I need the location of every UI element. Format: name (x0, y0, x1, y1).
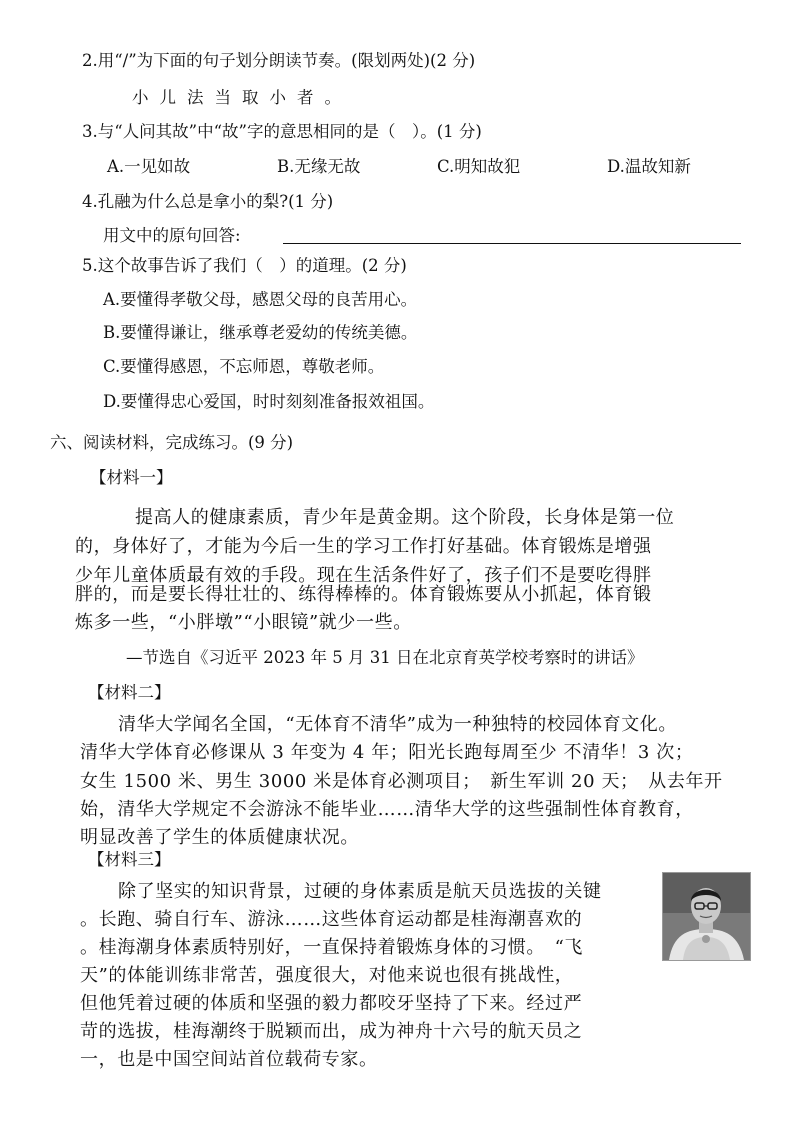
material-1-line-1: 提高人的健康素质，青少年是黄金期。这个阶段，长身体是第一位 (135, 507, 675, 528)
question-5-prompt: 5.这个故事告诉了我们（ ）的道理。(2 分) (82, 256, 407, 275)
material-1-line-2: 的，身体好了，才能为今后一生的学习工作打好基础。体育锻炼是增强 (75, 536, 652, 557)
material-3-line-3: 。桂海潮身体素质特别好，一直保持着锻炼身体的习惯。 “飞 (80, 937, 583, 958)
material-1-source: —节选自《习近平 2023 年 5 月 31 日在北京育英学校考察时的讲话》 (126, 648, 644, 667)
astronaut-photo (662, 872, 751, 961)
question-2-sentence: 小儿法当取小者。 (132, 88, 352, 107)
material-3-line-7: 一，也是中国空间站首位载荷专家。 (80, 1049, 378, 1070)
material-2-line-5: 明显改善了学生的体质健康状况。 (80, 827, 359, 848)
section-6-title: 六、阅读材料，完成练习。(9 分) (50, 433, 294, 452)
material-2-label: 【材料二】 (88, 683, 171, 702)
question-4-prompt: 4.孔融为什么总是拿小的梨?(1 分) (82, 192, 334, 211)
material-1-label: 【材料一】 (90, 468, 173, 487)
question-3-option-a: A.一见如故 (107, 157, 191, 176)
question-3-option-b: B.无缘无故 (277, 157, 361, 176)
material-2-line-4: 始，清华大学规定不会游泳不能毕业……清华大学的这些强制性体育教育， (80, 799, 694, 820)
question-5-option-b: B.要懂得谦让，继承尊老爱幼的传统美德。 (103, 323, 418, 342)
question-3-option-d: D.温故知新 (607, 157, 691, 176)
material-3-line-1: 除了坚实的知识背景，过硬的身体素质是航天员选拔的关键 (118, 881, 602, 902)
material-1-line-3: 少年儿童体质最有效的手段。现在生活条件好了，孩子们不是要吃得胖 (75, 565, 652, 586)
question-5-option-a: A.要懂得孝敬父母，感恩父母的良苦用心。 (103, 290, 418, 309)
question-4-answer-label: 用文中的原句回答: (103, 226, 241, 245)
material-3-line-4: 天”的体能训练非常苦，强度很大，对他来说也很有挑战性， (80, 965, 574, 986)
material-1-line-5: 炼多一些，“小胖墩”“小眼镜”就少一些。 (75, 612, 412, 633)
material-3-line-5: 但他凭着过硬的体质和坚强的毅力都咬牙坚持了下来。经过严 (80, 993, 583, 1014)
material-3-line-6: 苛的选拔，桂海潮终于脱颖而出，成为神舟十六号的航天员之 (80, 1021, 583, 1042)
question-2-prompt: 2.用“/”为下面的句子划分朗读节奏。(限划两处)(2 分) (82, 51, 476, 70)
material-1-line-4: 胖的，而是要长得壮壮的、练得棒棒的。体育锻炼要从小抓起，体育锻 (75, 584, 652, 605)
question-5-option-c: C.要懂得感恩，不忘师恩，尊敬老师。 (103, 357, 385, 376)
answer-blank-line[interactable] (283, 243, 741, 244)
material-2-line-3: 女生 1500 米、男生 3000 米是体育必测项目； 新生军训 20 天； 从去年开 (80, 771, 723, 792)
material-2-line-1: 清华大学闻名全国，“无体育不清华”成为一种独特的校园体育文化。 (118, 714, 678, 735)
question-3-prompt: 3.与“人问其故”中“故”字的意思相同的是（ ）。(1 分) (82, 122, 482, 141)
question-5-option-d: D.要懂得忠心爱国，时时刻刻准备报效祖国。 (103, 392, 435, 411)
question-3-option-c: C.明知故犯 (437, 157, 521, 176)
material-3-label: 【材料三】 (88, 850, 171, 869)
material-2-line-2: 清华大学体育必修课从 3 年变为 4 年；阳光长跑每周至少 不清华！3 次； (80, 742, 694, 763)
material-3-line-2: 。长跑、骑自行车、游泳……这些体育运动都是桂海潮喜欢的 (80, 909, 583, 930)
